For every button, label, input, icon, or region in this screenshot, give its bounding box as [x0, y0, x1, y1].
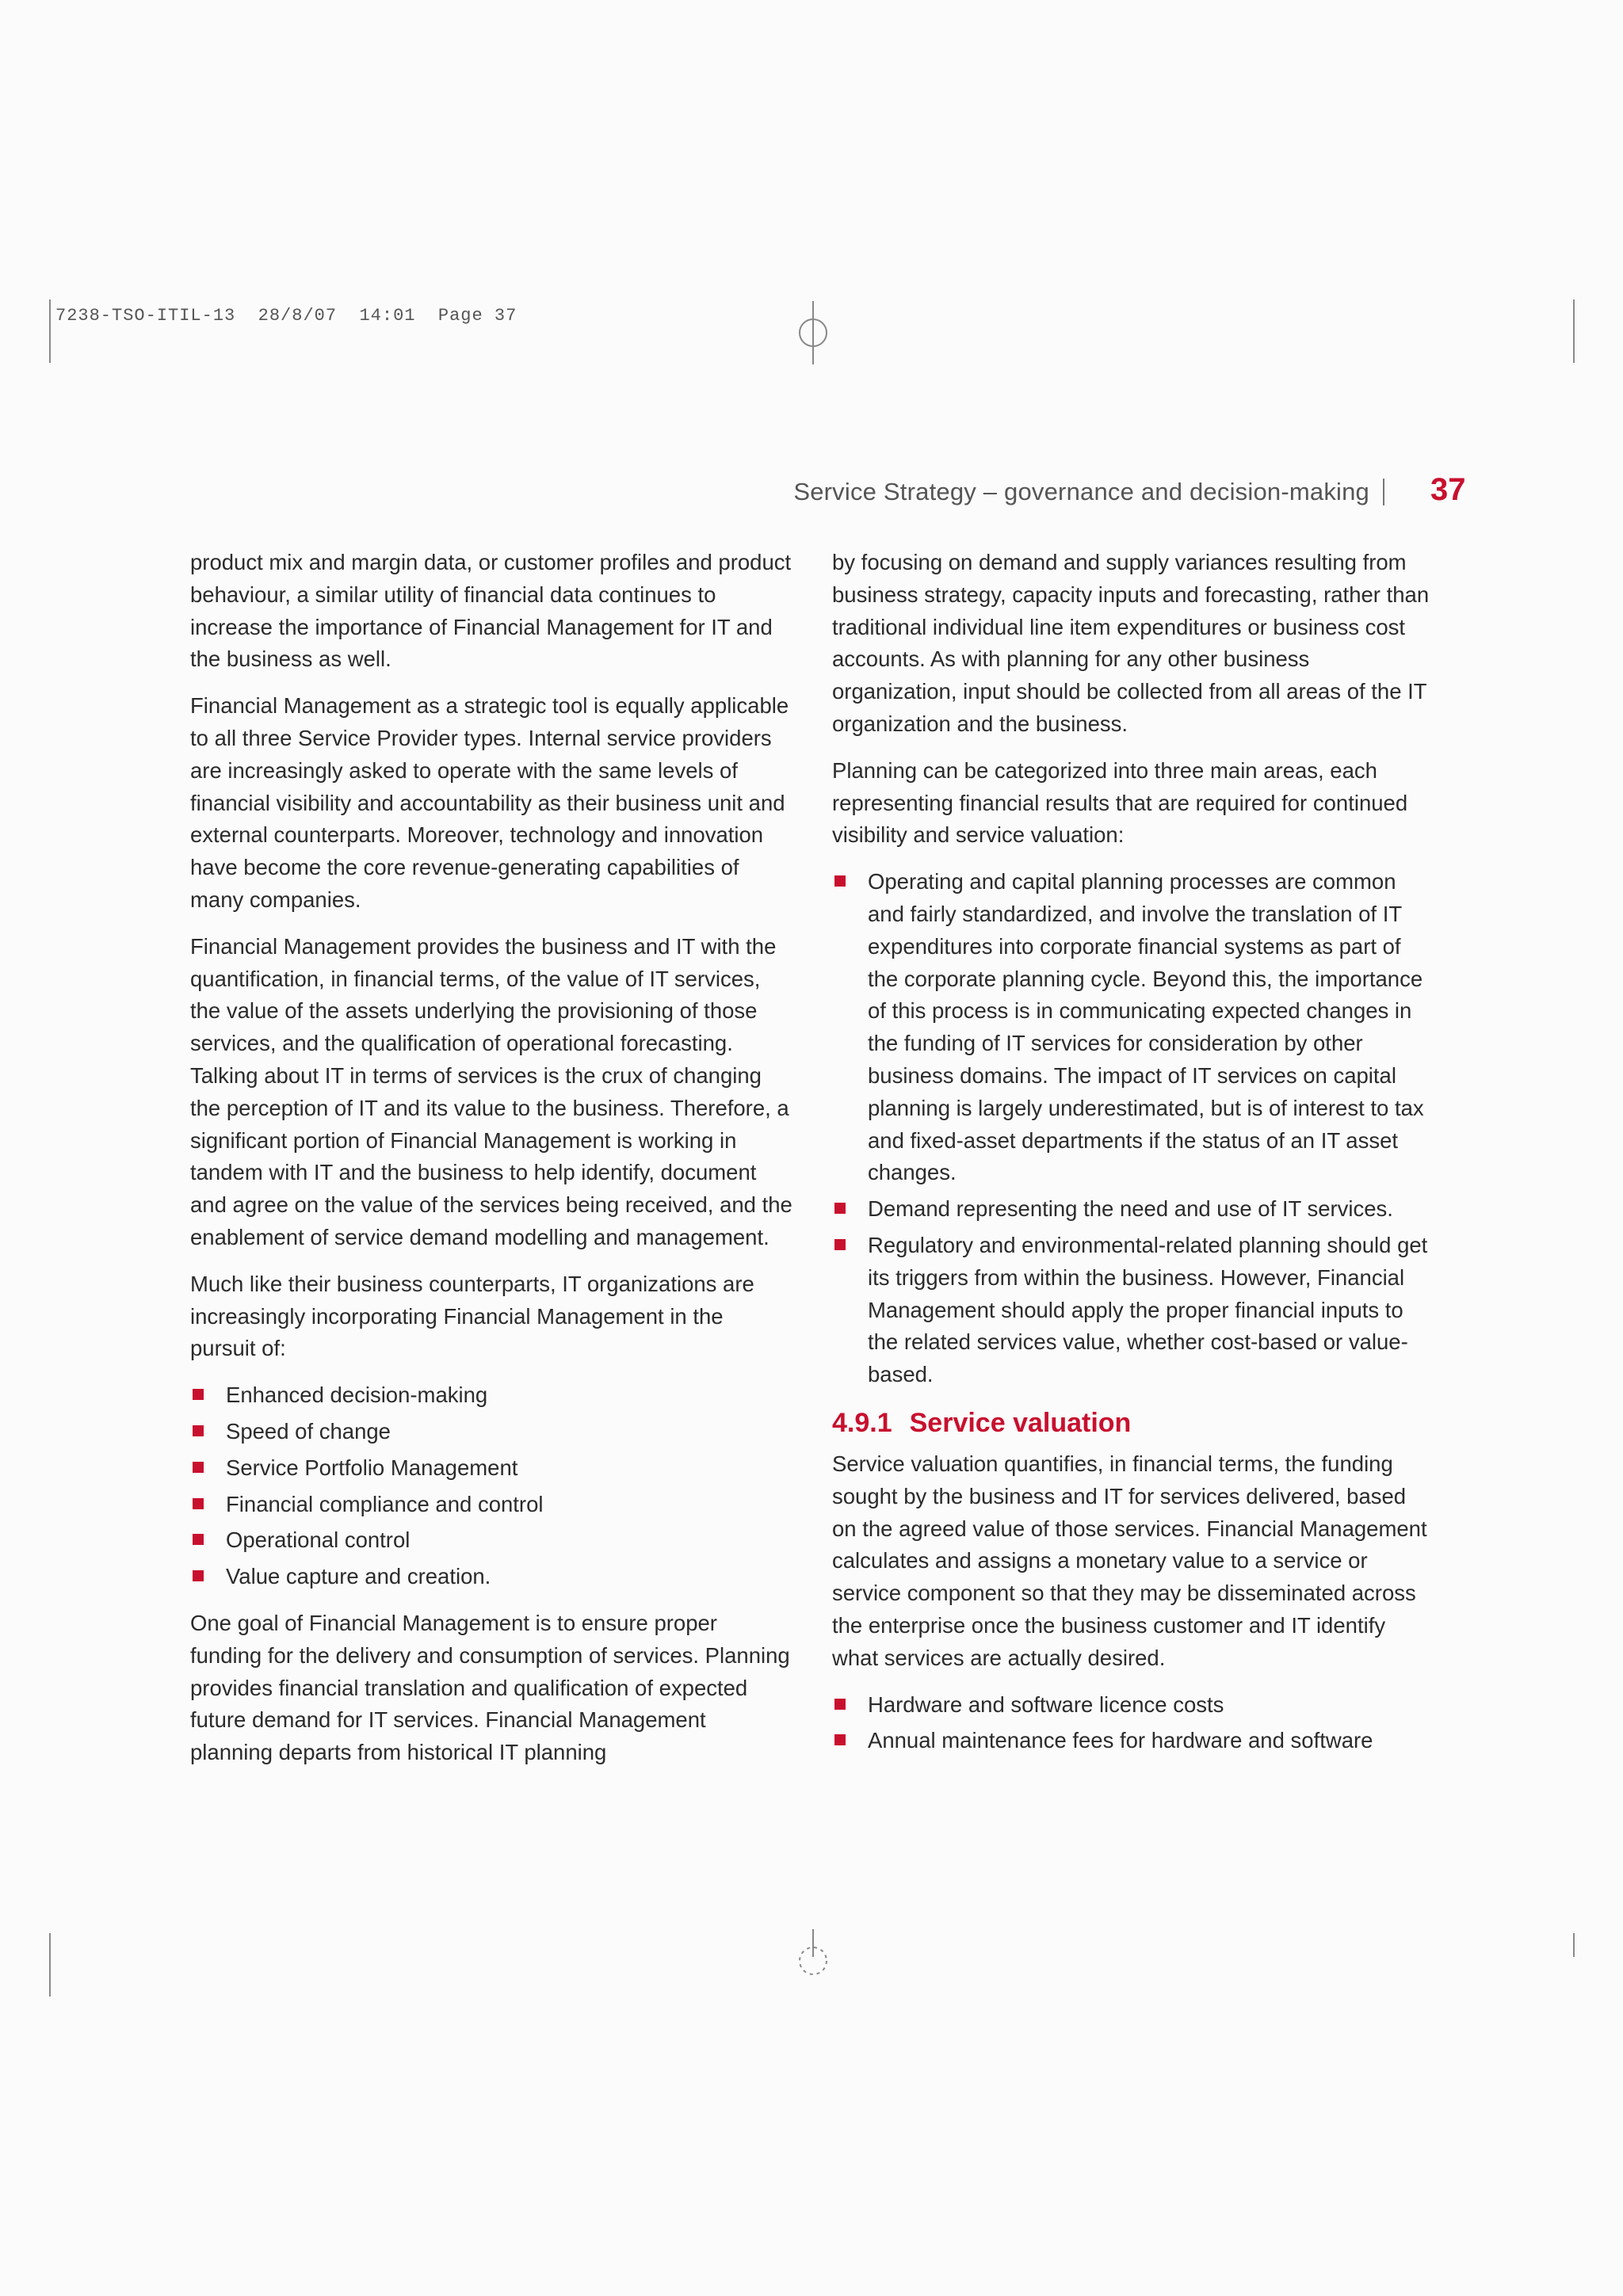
- bullet-list: [190, 1379, 792, 1593]
- square-bullet-icon: [834, 1699, 846, 1710]
- trim-mark-top-left: [49, 299, 51, 363]
- list-item: Hardware and software licence costs: [832, 1689, 1434, 1722]
- paragraph: Planning can be categorized into three main areas, each representing financial results that are required for continued visibility and service valuation:: [832, 757, 1408, 848]
- paragraph: Financial Management provides the business and IT with the quantification, in financial terms, of the value of IT services, the value of the assets underlying the provisioning of those services, and the qualification of operational forecasting. Talking about IT in terms of services is the crux of changing the perception of IT and its value to the business. Therefore, a significant portion of Financial Management is working in tandem with IT and the business to help identify, document and agree on the value of the services being received, and the enablement of service demand modelling and management.: [190, 933, 792, 1249]
- section-heading: [832, 1405, 1434, 1440]
- section-number: 4.9.1: [832, 1407, 892, 1438]
- bullet-list: [832, 866, 1434, 1391]
- list-item: Enhanced decision-making: [190, 1379, 792, 1412]
- paragraph: Much like their business counterparts, IT organizations are increasingly incorporating Financial Management in the pursuit of:: [190, 1271, 754, 1361]
- paragraph: One goal of Financial Management is to ensure proper funding for the delivery and consumption of services. Planning provides financial translation and qualification of expected future demand for IT services. Financial Management planning departs from historical IT planning: [190, 1610, 790, 1765]
- square-bullet-icon: [193, 1534, 204, 1545]
- running-head: Service Strategy – governance and decision-making: [793, 478, 1369, 505]
- trim-mark-bottom-right: [1573, 1933, 1575, 1957]
- trim-mark-bottom-left: [49, 1933, 51, 1997]
- list-item: Operational control: [190, 1524, 792, 1557]
- square-bullet-icon: [193, 1462, 204, 1473]
- paragraph: Financial Management as a strategic tool is equally applicable to all three Service Provider types. Internal service providers are increasingly asked to operate with the same levels of financial visibility and accountability as their business unit and external counterparts. Moreover, technology and innovation have become the core revenue-generating capabilities of many companies.: [190, 693, 789, 912]
- registration-mark-top-icon: [789, 301, 837, 364]
- header-divider: [1383, 479, 1384, 505]
- square-bullet-icon: [834, 1239, 846, 1250]
- list-item: Financial compliance and control: [190, 1489, 792, 1521]
- square-bullet-icon: [834, 875, 846, 887]
- print-slug: 7238-TSO-ITIL-13 28/8/07 14:01 Page 37: [55, 306, 517, 326]
- paragraph: by focusing on demand and supply variances resulting from business strategy, capacity inputs and forecasting, rather than traditional individual line item expenditures or business cost accounts. As with planning for any other business organization, input should be collected from all areas of the IT organization and the business.: [832, 550, 1430, 736]
- list-item: Regulatory and environmental-related planning should get its triggers from within the business. However, Financial Management should apply the proper financial inputs to the related services value, whether cost-based or value-based.: [832, 1230, 1434, 1391]
- list-item: Annual maintenance fees for hardware and software: [832, 1725, 1434, 1757]
- left-column: [190, 547, 792, 1783]
- paragraph: Service valuation quantifies, in financial terms, the funding sought by the business and IT for services delivered, based on the agreed value of those services. Financial Management calculates and assigns a monetary value to a service or service component so that they may be disseminated across the enterprise once the business customer and IT identify what services are actually desired.: [832, 1451, 1427, 1670]
- bullet-list: [832, 1689, 1434, 1758]
- right-column: [832, 547, 1434, 1772]
- section-title: Service valuation: [909, 1407, 1132, 1438]
- square-bullet-icon: [193, 1570, 204, 1581]
- square-bullet-icon: [834, 1734, 846, 1745]
- square-bullet-icon: [193, 1389, 204, 1400]
- page-number: 37: [1430, 472, 1466, 507]
- list-item: Service Portfolio Management: [190, 1452, 792, 1485]
- list-item: Demand representing the need and use of IT services.: [832, 1193, 1434, 1226]
- paragraph: product mix and margin data, or customer profiles and product behaviour, a similar utility of financial data continues to increase the importance of Financial Management for IT and the business as well.: [190, 550, 792, 672]
- square-bullet-icon: [193, 1498, 204, 1509]
- list-item: Speed of change: [190, 1416, 792, 1448]
- list-item: Operating and capital planning processes are common and fairly standardized, and involve the translation of IT expenditures into corporate financial systems as part of the corporate planning cycle. Beyond this, the importance of this process is in communicating expected changes in the funding of IT services for consideration by other business domains. The impact of IT services on capital planning is largely underestimated, but is of interest to tax and fixed-asset departments if the status of an IT asset changes.: [832, 866, 1434, 1189]
- list-item: Value capture and creation.: [190, 1561, 792, 1593]
- square-bullet-icon: [193, 1425, 204, 1436]
- square-bullet-icon: [834, 1203, 846, 1214]
- trim-mark-top-right: [1573, 299, 1575, 363]
- registration-mark-bottom-icon: [789, 1929, 837, 1985]
